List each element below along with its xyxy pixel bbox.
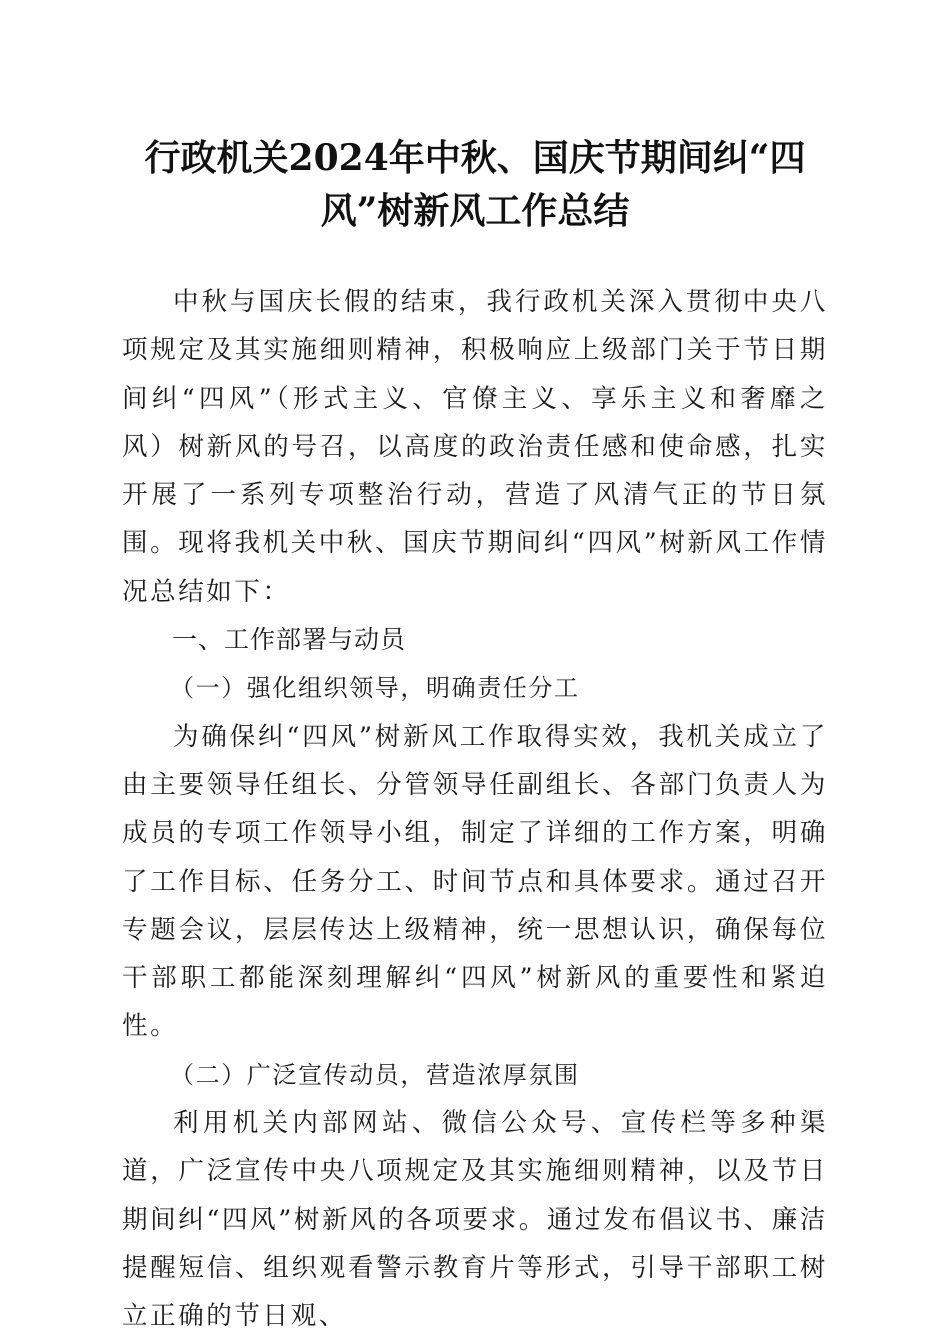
subsection-paragraph-1: 为确保纠“四风”树新风工作取得实效，我机关成立了由主要领导任组长、分管领导任副组长、各部门负责人为成员的专项工作领导小组，制定了详细的工作方案，明确了工作目标、任务分工、时间节点和具体要求。通过召开专题会议，层层传达上级精神，统一思想认识，确保每位干部职工都能深刻理解纠“四风”树新风的重要性和紧迫性。 — [122, 721, 828, 1042]
intro-paragraph: 中秋与国庆长假的结束，我行政机关深入贯彻中央八项规定及其实施细则精神，积极响应上级部门关于节日期间纠“四风”（形式主义、官僚主义、享乐主义和奢靡之风）树新风的号召，以高度的政治责任感和使命感，扎实开展了一系列专项整治行动，营造了风清气正的节日氛围。现将我机关中秋、国庆节期间纠“四风”树新风工作情况总结如下： — [122, 287, 828, 607]
subsection-heading-1: （一）强化组织领导，明确责任分工 — [170, 674, 580, 703]
section-heading-1: 一、工作部署与动员 — [172, 625, 407, 655]
subsection-heading-2: （二）广泛宣传动员，营造浓厚氛围 — [170, 1060, 580, 1089]
document-body — [122, 278, 828, 1341]
subsection-paragraph-2: 利用机关内部网站、微信公众号、宣传栏等多种渠道，广泛宣传中央八项规定及其实施细则精神，以及节日期间纠“四风”树新风的各项要求。通过发布倡议书、廉洁提醒短信、组织观看警示教育片等形式，引导干部职工树立正确的节日观、 — [122, 1108, 828, 1332]
document-title: 行政机关2024年中秋、国庆节期间纠“四风”树新风工作总结 — [144, 137, 806, 232]
